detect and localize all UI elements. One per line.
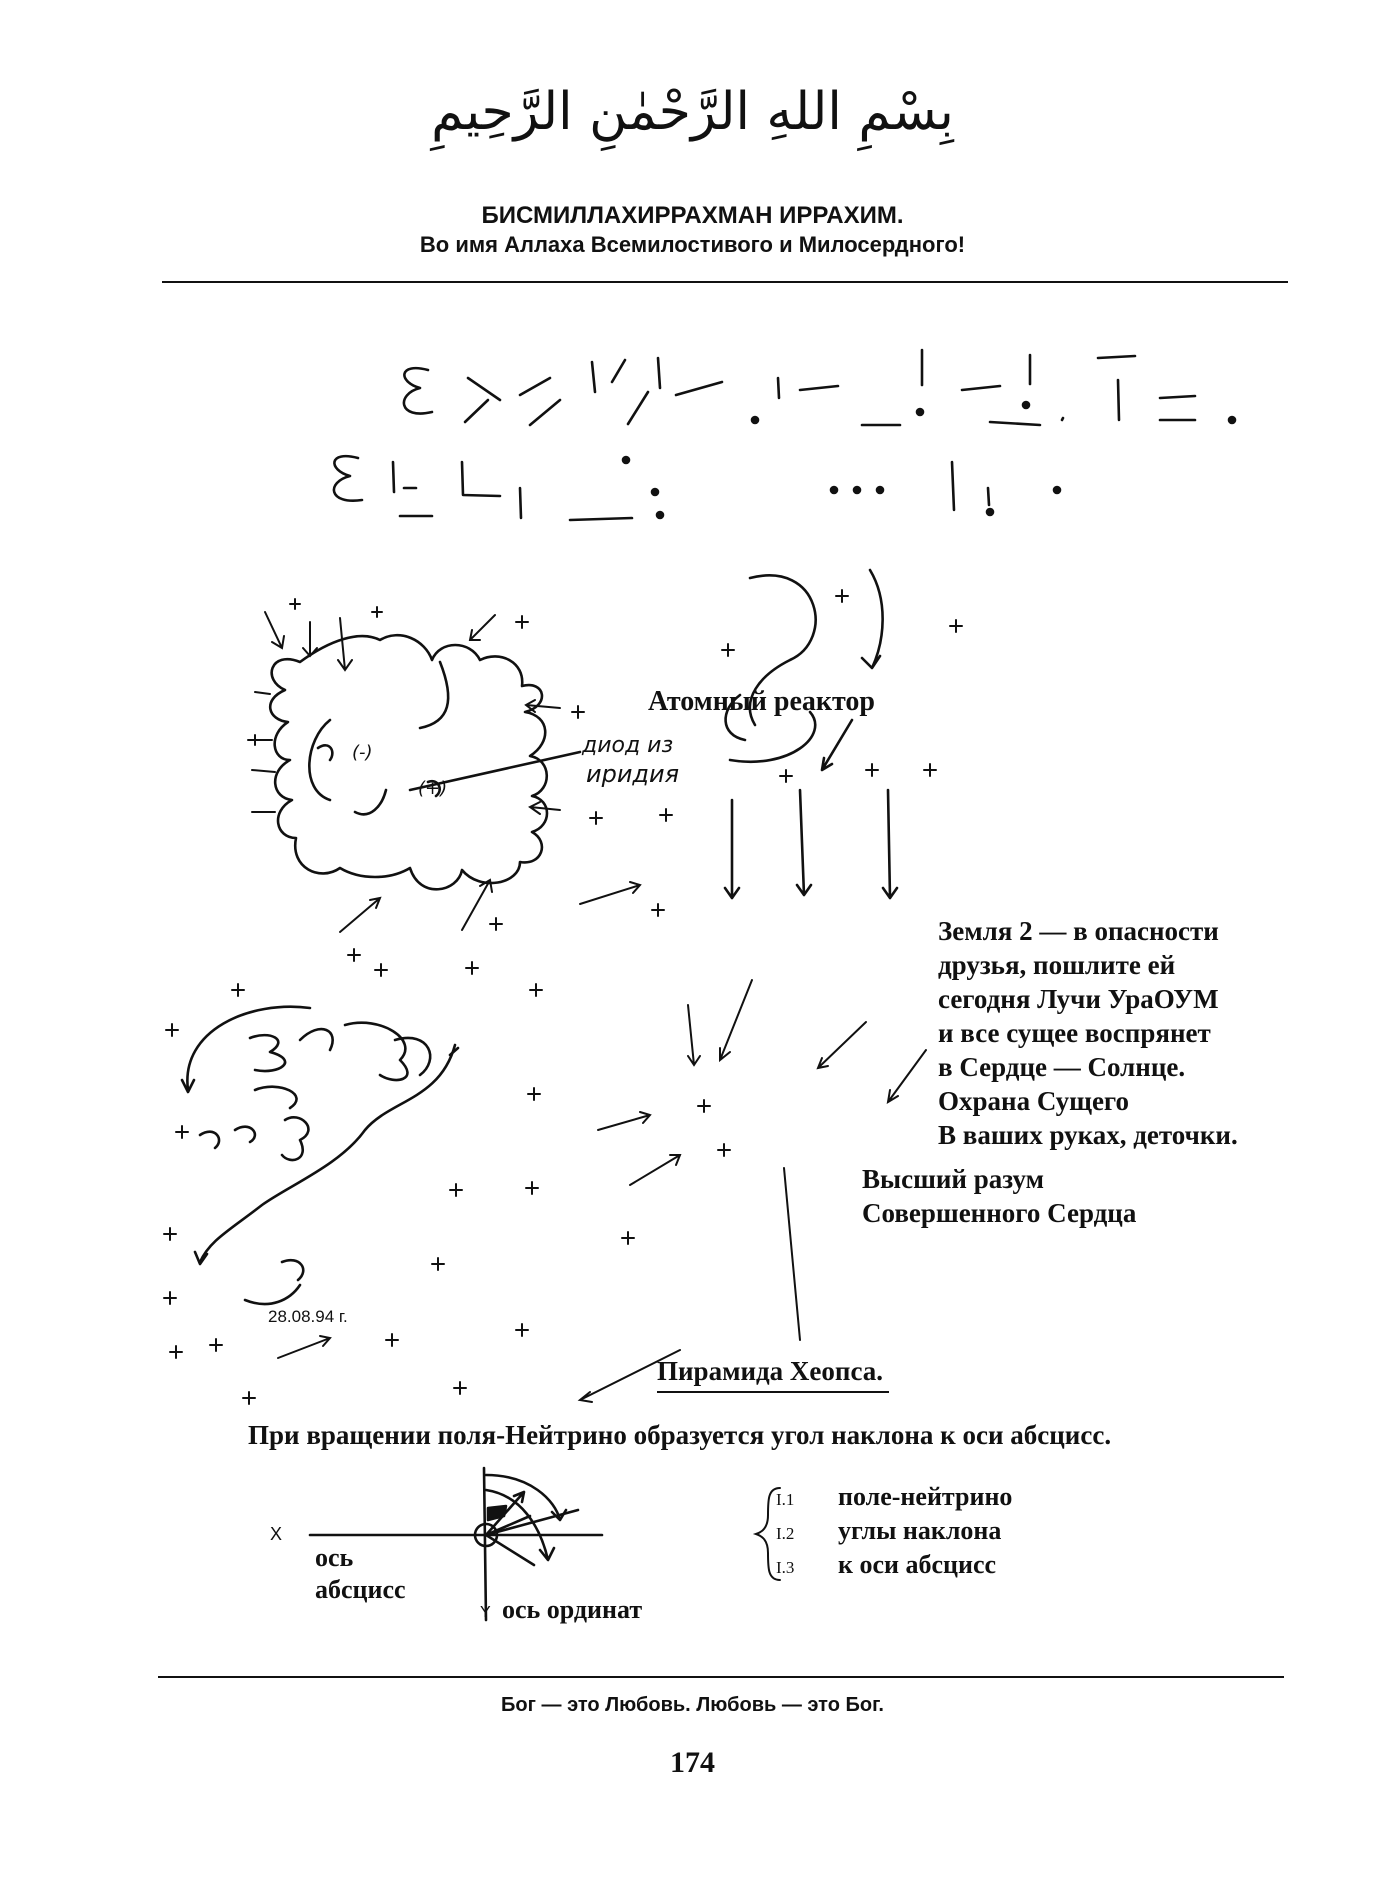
date-label: 28.08.94 г.: [268, 1307, 348, 1326]
message-line-2: друзья, пошлите ей: [938, 950, 1176, 980]
legend-text: к оси абсцисс: [838, 1550, 997, 1579]
signature-line-1: Высший разум: [862, 1164, 1045, 1194]
reactor-label: Атомный реактор: [648, 686, 875, 717]
message-line-7: В ваших руках, деточки.: [938, 1120, 1238, 1150]
message-line-1: Земля 2 — в опасности: [938, 916, 1219, 946]
message-line-3: сегодня Лучи УраОУМ: [938, 984, 1219, 1014]
glyph-row-1: [404, 350, 1235, 425]
legend-num: I.3: [776, 1558, 795, 1577]
legend-item: [776, 1550, 1012, 1584]
reactor-blob: [270, 635, 580, 889]
scribble-cloud: [182, 1007, 458, 1304]
pyramid-label: Пирамида Хеопса.: [657, 1356, 889, 1393]
message-line-6: Охрана Сущего: [938, 1086, 1130, 1116]
message-line-5: в Сердце — Солнце.: [938, 1052, 1186, 1082]
x-axis-letter: X: [270, 1524, 283, 1544]
neutrino-caption: При вращении поля-Нейтрино образуется угол наклона к оси абсцисс.: [248, 1420, 1112, 1450]
glyph-row-2: [334, 456, 1060, 520]
footer-motto: Бог — это Любовь. Любовь — это Бог.: [501, 1694, 884, 1716]
blob-sign-minus: (-): [352, 742, 373, 763]
legend-item: [776, 1516, 1012, 1550]
y-axis-label: ось ординат: [502, 1595, 643, 1624]
page-number: 174: [670, 1746, 715, 1779]
legend-num: I.2: [776, 1524, 795, 1543]
footer-rule: [158, 1676, 1284, 1678]
diode-label-line2: иридия: [586, 760, 680, 788]
diode-label-line1: диод из: [582, 733, 674, 758]
legend-text: углы наклона: [838, 1516, 1002, 1545]
legend-text: поле-нейтрино: [838, 1482, 1013, 1511]
neutrino-legend: [776, 1482, 1012, 1584]
page-subtitle: Во имя Аллаха Всемилостивого и Милосердного!: [419, 232, 966, 257]
blob-arrows: [248, 612, 640, 932]
signature-line-2: Совершенного Сердца: [862, 1198, 1137, 1228]
x-axis-label-line2: абсцисс: [315, 1575, 406, 1604]
x-axis-label-line1: ось: [315, 1543, 354, 1572]
blob-sign-plus: (+): [418, 778, 448, 799]
legend-num: I.1: [776, 1490, 795, 1509]
page-title: БИСМИЛЛАХИРРАХМАН ИРРАХИМ.: [481, 202, 904, 229]
message-line-4: и все сущее воспрянет: [938, 1018, 1211, 1048]
legend-item: [776, 1482, 1012, 1516]
convergence-arrows: [278, 980, 926, 1402]
message-block: [938, 914, 1238, 1152]
arabic-calligraphy: بِسْمِ اللهِ الرَّحْمٰنِ الرَّحِيمِ: [431, 82, 954, 142]
y-axis-letter: Y: [480, 1604, 491, 1621]
reactor-curl: [725, 570, 897, 898]
